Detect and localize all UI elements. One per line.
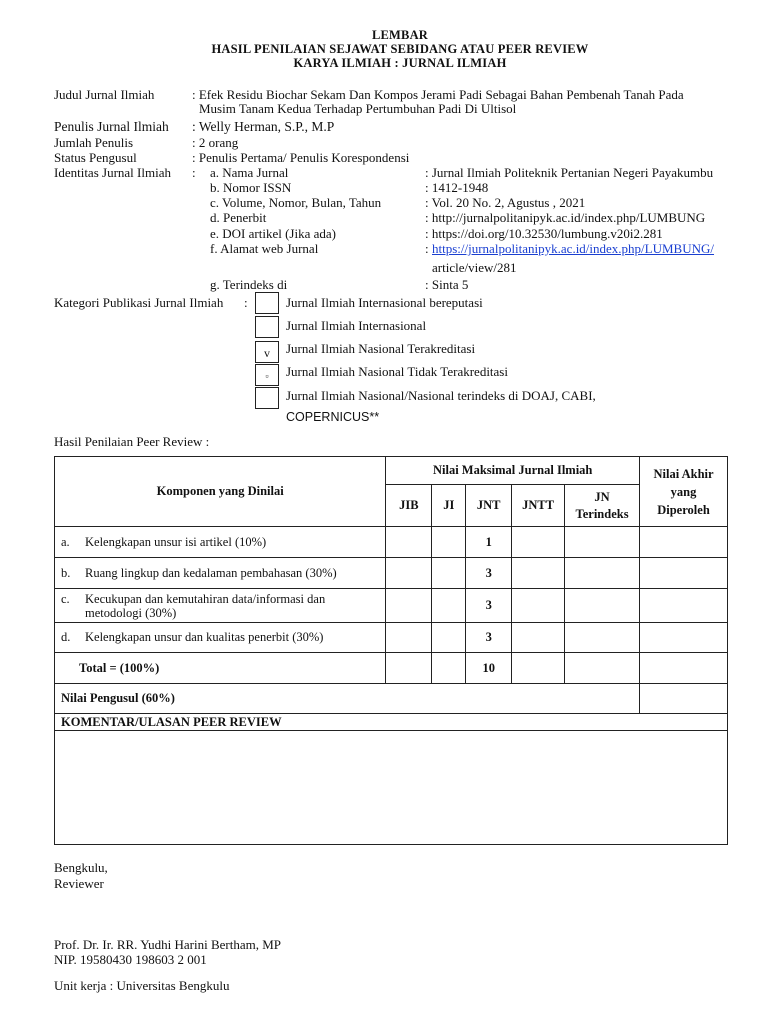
- header-ji: JI: [432, 485, 466, 527]
- header-terindeks: Terindeks: [575, 506, 629, 521]
- cell-nilai-akhir[interactable]: [640, 589, 728, 623]
- review-table: [54, 456, 728, 714]
- cell-jib[interactable]: [386, 527, 432, 558]
- table-row: [55, 527, 728, 558]
- field-label: c. Volume, Nomor, Bulan, Tahun: [210, 195, 382, 210]
- signature-nip: NIP. 19580430 198603 2 001: [54, 952, 207, 967]
- cell-jnt: 1: [466, 527, 512, 558]
- cell-jntt[interactable]: [512, 558, 565, 589]
- row-label: [55, 623, 386, 653]
- title-line-2: HASIL PENILAIAN SEJAWAT SEBIDANG ATAU PEER REVIEW: [211, 42, 589, 56]
- judul-label: Judul Jurnal Ilmiah: [54, 87, 155, 102]
- field-value: : 1412-1948: [425, 180, 489, 195]
- cell-jntt[interactable]: [512, 589, 565, 623]
- kategori-option-label: Jurnal Ilmiah Nasional Terakreditasi: [286, 341, 476, 356]
- identitas-colon: :: [192, 165, 196, 180]
- cell-ji[interactable]: [432, 589, 466, 623]
- header-nilai-maksimal: Nilai Maksimal Jurnal Ilmiah: [386, 457, 640, 485]
- field-label: d. Penerbit: [210, 210, 267, 225]
- cell-jnt: 3: [466, 589, 512, 623]
- cell-jn[interactable]: [565, 623, 640, 653]
- jumlah-value: : 2 orang: [192, 135, 239, 150]
- checkbox-kategori[interactable]: ▫: [255, 364, 279, 386]
- pengusul-label: Nilai Pengusul (60%): [55, 684, 640, 714]
- judul-value-2: Musim Tanam Kedua Terhadap Pertumbuhan Padi Di Ultisol: [199, 101, 517, 116]
- status-label: Status Pengusul: [54, 150, 137, 165]
- row-index: b.: [61, 565, 71, 580]
- header-jn-terindeks: [565, 485, 640, 527]
- table-row: [55, 558, 728, 589]
- header-komponen: Komponen yang Dinilai: [55, 457, 386, 527]
- kategori-option-label: Jurnal Ilmiah Internasional: [286, 318, 427, 333]
- jumlah-label: Jumlah Penulis: [54, 135, 134, 150]
- cell-jntt[interactable]: [512, 653, 565, 684]
- checkbox-kategori[interactable]: [255, 316, 279, 338]
- row-label: [55, 527, 386, 558]
- field-value: : Jurnal Ilmiah Politeknik Pertanian Negeri Payakumbu: [425, 165, 714, 180]
- cell-jn[interactable]: [565, 589, 640, 623]
- signature-role: Reviewer: [54, 876, 104, 891]
- signature-name: Prof. Dr. Ir. RR. Yudhi Harini Bertham, MP: [54, 937, 282, 952]
- field-value: : Sinta 5: [425, 277, 469, 292]
- signature-unit: Unit kerja : Universitas Bengkulu: [54, 978, 230, 993]
- row-index: c.: [61, 591, 70, 606]
- cell-jn[interactable]: [565, 527, 640, 558]
- cell-ji[interactable]: [432, 558, 466, 589]
- cell-jn[interactable]: [565, 558, 640, 589]
- cell-jib[interactable]: [386, 589, 432, 623]
- status-value: : Penulis Pertama/ Penulis Korespondensi: [192, 150, 410, 165]
- web-journal-link-cont: article/view/281: [432, 260, 517, 275]
- field-value: : https://doi.org/10.32530/lumbung.v20i2.281: [425, 226, 663, 241]
- cell-nilai-akhir[interactable]: [640, 558, 728, 589]
- header-nilai-akhir-2: yang: [670, 484, 697, 499]
- field-label: e. DOI artikel (Jika ada): [210, 226, 336, 241]
- cell-nilai-akhir[interactable]: [640, 653, 728, 684]
- row-label: [55, 589, 386, 623]
- header-nilai-akhir: [640, 457, 728, 527]
- kategori-option-label: Jurnal Ilmiah Nasional/Nasional terindeks di DOAJ, CABI,: [286, 388, 596, 403]
- kategori-option-label: Jurnal Ilmiah Nasional Tidak Terakreditasi: [286, 364, 508, 379]
- signature-place: Bengkulu,: [54, 860, 108, 875]
- kategori-colon: :: [244, 295, 248, 310]
- field-label: b. Nomor ISSN: [210, 180, 292, 195]
- checkbox-kategori[interactable]: [255, 292, 279, 314]
- row-text: Ruang lingkup dan kedalaman pembahasan (30%): [85, 565, 337, 580]
- row-text: Kecukupan dan kemutahiran data/informasi dan: [85, 591, 326, 606]
- header-nilai-akhir-3: Diperoleh: [657, 502, 710, 517]
- field-label: f. Alamat web Jurnal: [210, 241, 319, 256]
- row-index: d.: [61, 630, 71, 644]
- kategori-label: Kategori Publikasi Jurnal Ilmiah: [54, 295, 224, 310]
- cell-nilai-akhir[interactable]: [640, 623, 728, 653]
- judul-value-1: : Efek Residu Biochar Sekam Dan Kompos Jerami Padi Sebagai Bahan Pembenah Tanah Pada: [192, 87, 684, 102]
- table-row: [55, 623, 728, 653]
- header-nilai-akhir-1: Nilai Akhir: [653, 466, 714, 481]
- cell-jntt[interactable]: [512, 527, 565, 558]
- review-label: Hasil Penilaian Peer Review :: [54, 434, 210, 449]
- cell-nilai-akhir[interactable]: [640, 527, 728, 558]
- field-value: : http://jurnalpolitanipyk.ac.id/index.php/LUMBUNG: [425, 210, 706, 225]
- identitas-label: Identitas Jurnal Ilmiah: [54, 165, 171, 180]
- row-text: Kelengkapan unsur isi artikel (10%): [85, 534, 267, 549]
- header-jn: JN: [594, 489, 610, 504]
- cell-jntt[interactable]: [512, 623, 565, 653]
- penulis-label: Penulis Jurnal Ilmiah: [54, 119, 169, 134]
- cell-nilai-pengusul[interactable]: [640, 684, 728, 714]
- row-index: a.: [61, 534, 70, 549]
- pengusul-row: [55, 684, 728, 714]
- cell-jn[interactable]: [565, 653, 640, 684]
- header-jnt: JNT: [466, 485, 512, 527]
- header-jib: JIB: [386, 485, 432, 527]
- cell-ji[interactable]: [432, 653, 466, 684]
- field-colon: :: [425, 241, 429, 256]
- cell-ji[interactable]: [432, 623, 466, 653]
- table-row: [55, 589, 728, 623]
- row-text-cont: metodologi (30%): [85, 605, 177, 620]
- cell-jnt: 3: [466, 623, 512, 653]
- cell-jib[interactable]: [386, 653, 432, 684]
- web-journal-link[interactable]: https://jurnalpolitanipyk.ac.id/index.php/LUMBUNG/: [432, 241, 715, 256]
- title-line-3: KARYA ILMIAH : JURNAL ILMIAH: [293, 56, 507, 70]
- cell-jnt: 3: [466, 558, 512, 589]
- penulis-value: : Welly Herman, S.P., M.P: [192, 119, 335, 134]
- kategori-option-label: Jurnal Ilmiah Internasional bereputasi: [286, 295, 483, 310]
- komentar-box[interactable]: [54, 730, 728, 845]
- field-label: a. Nama Jurnal: [210, 165, 289, 180]
- cell-ji[interactable]: [432, 527, 466, 558]
- komentar-header: KOMENTAR/ULASAN PEER REVIEW: [54, 713, 728, 731]
- checkbox-kategori-checked[interactable]: v: [255, 341, 279, 363]
- title-line-1: LEMBAR: [371, 28, 429, 42]
- kategori-option-label-cont: COPERNICUS**: [286, 410, 380, 424]
- cell-jib[interactable]: [386, 623, 432, 653]
- field-label: g. Terindeks di: [210, 277, 288, 292]
- row-text: Kelengkapan unsur dan kualitas penerbit (30%): [85, 630, 324, 644]
- checkbox-kategori[interactable]: [255, 387, 279, 409]
- field-value: : Vol. 20 No. 2, Agustus , 2021: [425, 195, 586, 210]
- row-label: [55, 558, 386, 589]
- header-jntt: JNTT: [512, 485, 565, 527]
- cell-jib[interactable]: [386, 558, 432, 589]
- total-row: [55, 653, 728, 684]
- total-value: 10: [466, 653, 512, 684]
- total-label: Total = (100%): [55, 653, 386, 684]
